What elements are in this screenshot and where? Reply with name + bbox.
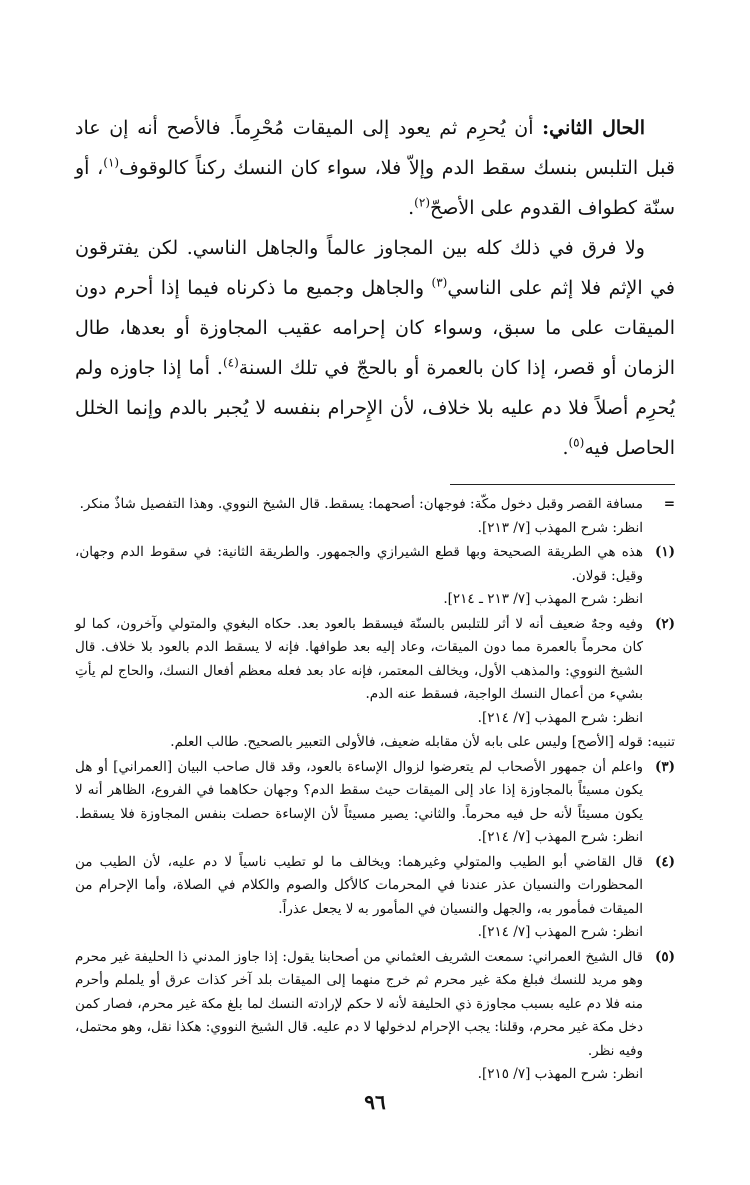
paragraph-text: . xyxy=(562,437,569,459)
paragraph-text: ، أو سنّة كطواف القدوم على الأصحّ xyxy=(75,157,675,219)
paragraph-text: ولا فرق في ذلك كله بين المجاوز عالماً والجاهل الناسي. لكن يفترقون في الإثم فلا إثم على الناسي xyxy=(75,237,675,299)
footnote-tanbih: تنبيه: قوله [الأصح] وليس على بابه لأن مقابله ضعيف، فالأولى التعبير بالصحيح. طالب العلم. xyxy=(170,734,675,750)
footnote-text: قال الشيخ العمراني: سمعت الشريف العثماني من أصحابنا يقول: إذا جاوز المدني ذا الحليفة غير محرم وهو مريد للنسك فبلغ مكة غير محرم ثم خرج منهما إلى الميقات بلد آخر كذات عرق أو يلملم وأحرم منه فلا دم عليه بسبب مجاوزة ذي الحليفة لأنه لا حكم لإرادته النسك لما بلغ مكة غير محرم، فصار كمن دخل مكة غير محرم، وقلنا: يجب الإحرام لدخولها لا دم عليه. قال الشيخ النووي: هكذا نقل، وهو محتمل، وفيه نظر. xyxy=(75,948,643,1059)
footnote-text: هذه هي الطريقة الصحيحة وبها قطع الشيرازي والجمهور. والطريقة الثانية: في سقوط الدم وجهان، وقيل: قولان. xyxy=(75,544,643,584)
footnote-3 xyxy=(75,756,675,850)
footnote-marker: (٤) xyxy=(222,355,239,370)
footnote-reference: انظر: شرح المهذب [٧/ ٢١٣]. xyxy=(477,519,643,536)
book-page xyxy=(75,108,675,1185)
footnote-text: وفيه وجهٌ ضعيف أنه لا أثر للتلبس بالسنّة فيسقط بالعود بعد. حكاه البغوي والمتولي وآخرون، كما لو كان محرماً بالعمرة مما دون الميقات، وعاد إليه بعد طوافها. فإنه لا يسقط الدم بالعود بلا خلاف. قال الشيخ النووي: والمذهب الأول، ويخالف المعتمر، فإنه عاد بعد فعله معظم أفعال النسك، والحاج لم يأتِ بشيء من أعمال النسك الواجبة، فسقط عنه الدم. xyxy=(75,615,643,702)
paragraph-text: أن يُحرِم ثم يعود إلى الميقات مُحْرِماً. فالأصح أنه إن عاد قبل التلبس بنسك سقط الدم وإلاّ فلا، سواء كان النسك ركناً كالوقوف xyxy=(75,117,675,179)
section-heading: الحال الثاني: xyxy=(542,117,645,139)
main-text xyxy=(75,108,675,468)
footnote-4 xyxy=(75,851,675,945)
footnote-marker: (١) xyxy=(103,155,120,170)
footnote-number: (٣) xyxy=(654,758,675,775)
page-number: ٩٦ xyxy=(364,1090,386,1114)
footnote-number: = xyxy=(663,496,675,512)
footnote-body xyxy=(75,946,643,1087)
footnote-separator xyxy=(450,484,675,485)
footnote-number: (٥) xyxy=(654,948,675,965)
footnote-reference: انظر: شرح المهذب [٧/ ٢١٣ ـ ٢١٤]. xyxy=(443,591,643,607)
footnote-marker: (٢) xyxy=(414,195,430,210)
footnote-text: مسافة القصر وقبل دخول مكّة: فوجهان: أصحهما: يسقط. قال الشيخ النووي. وهذا التفصيل شاذٌ منكر. xyxy=(79,496,643,512)
footnote-number: (٤) xyxy=(654,853,675,870)
footnote-marker: (٣) xyxy=(431,275,448,290)
footnotes xyxy=(75,493,675,1087)
footnote-continuation xyxy=(75,493,675,540)
footnote-text: واعلم أن جمهور الأصحاب لم يتعرضوا لزوال الإساءة بالعود، وقد قال صاحب البيان [العمراني] أو هل يكون مسيئاً بالمجاوزة إذا عاد إلى الميقات حيث سقط الدم؟ وجهان حكاهما في الفروع، الظاهر أنه لا يكون مسيئاً لأنه حل فيه محرماً. والثاني: يصير مسيئاً لأن الإساءة حصلت بنفس المجاوزة فلا يسقط. انظر: شرح المهذب [٧/ ٢١٤]. xyxy=(75,758,643,845)
footnote-2 xyxy=(75,613,675,731)
footnote-body xyxy=(75,541,643,612)
footnote-body xyxy=(75,851,643,945)
paragraph-text: والجاهل وجميع ما ذكرناه فيما إذا أحرم دون الميقات على ما سبق، وسواء كان إحرامه عقيب المجاوزة أو بعدها، طال الزمان أو قصر، إذا كان بالعمرة أو بالحجّ في تلك السنة xyxy=(75,277,675,379)
paragraph-2 xyxy=(75,228,675,468)
footnote-reference: انظر: شرح المهذب [٧/ ٢١٥]. xyxy=(477,1066,643,1082)
paragraph-text: . xyxy=(408,197,415,219)
footnote-1 xyxy=(75,541,675,612)
footnote-marker: (٥) xyxy=(568,435,585,450)
footnote-reference: انظر: شرح المهذب [٧/ ٢١٤]. xyxy=(477,709,643,726)
paragraph-1 xyxy=(75,108,675,228)
paragraph-text: . أما إذا جاوزه ولم يُحرِم أصلاً فلا دم عليه بلا خلاف، لأن الإِحرام بنفسه لا يُجبر بالدم وإنما الخلل الحاصل فيه xyxy=(75,357,675,459)
footnote-body xyxy=(75,613,643,731)
footnote-5 xyxy=(75,946,675,1087)
footnote-body xyxy=(75,756,643,850)
footnote-reference: انظر: شرح المهذب [٧/ ٢١٤]. xyxy=(477,924,643,940)
footnote-text: قال القاضي أبو الطيب والمتولي وغيرهما: ويخالف ما لو تطيب ناسياً لا دم عليه، لأن الطيب من المحظورات والنسيان عذر عندنا في المحرمات كالأكل والصوم والكلام في الصلاة، وأما الإحرام من الميقات فمأمور به، والجهل والنسيان في المأمور به لا يجعل عذراً. xyxy=(75,853,643,917)
footnote-body xyxy=(75,493,643,540)
footnote-number: (١) xyxy=(654,544,675,560)
footnote-number: (٢) xyxy=(654,615,675,632)
